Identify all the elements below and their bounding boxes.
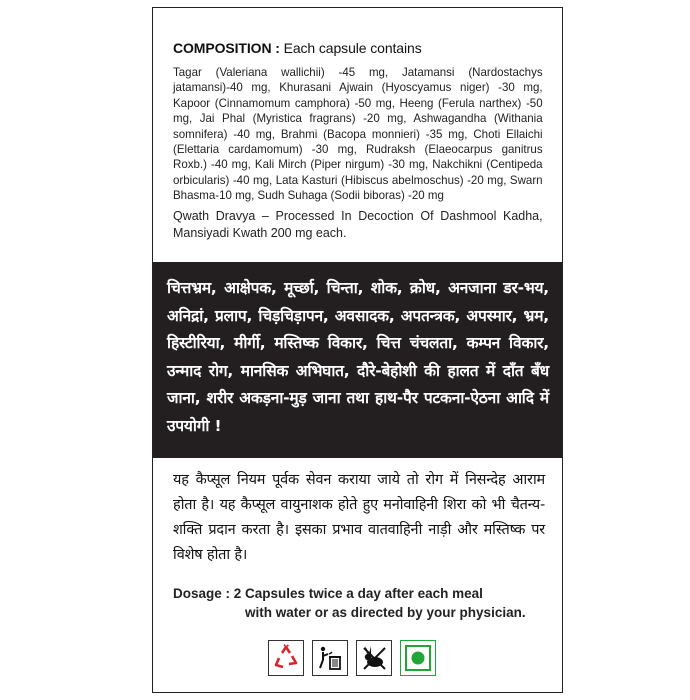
benefit-text: यह कैप्सूल नियम पूर्वक सेवन कराया जाये तो रोग में निसन्देह आराम होता है। यह कैप्सूल वायुनाशक होते हुए मनोवाहिनी शिरा को भी चैतन्य-शक्ति प्रदान करता है। इसका प्रभाव वातवाहिनी नाड़ी और मस्तिष्क पर विशेष होता है। — [173, 472, 545, 563]
indications-band — [153, 262, 562, 458]
dosage-line-2: with water or as directed by your physician. — [245, 604, 526, 620]
indications-text: चित्तभ्रम, आक्षेपक, मूर्च्छा, चिन्ता, शोक, क्रोध, अनजाना डर-भय, अनिद्रां, प्रलाप, चिड़चिड़ापन, अवसादक, अपतन्त्रक, अपस्मार, भ्रम, हिस्टीरिया, मीर्गी, मस्तिष्क विकार, चित्त चंचलता, कम्पन विकार, उन्माद रोग, मानसिक अभिघात, दौरे-बेहोशी की हालत में दाँत बँध जाना, शरीर अकड़ना-मुड़ जाना तथा हाथ-पैर पटकना-ऐठना आदि में उपयोगी ! — [167, 279, 549, 435]
dosage-line-1: Dosage : 2 Capsules twice a day after each meal — [173, 586, 483, 601]
dosage-instructions — [173, 585, 545, 622]
composition-subtitle: Each capsule contains — [279, 40, 422, 56]
dispose-in-bin-icon — [312, 640, 348, 676]
product-label-panel — [152, 7, 563, 693]
composition-title: COMPOSITION : — [173, 40, 280, 56]
symbol-icons-row — [268, 640, 436, 676]
composition-section — [173, 40, 543, 241]
vegetarian-mark-icon — [400, 640, 436, 676]
no-animal-testing-icon — [356, 640, 392, 676]
qwath-dravya-text: Qwath Dravya – Processed In Decoction Of Dashmool Kadha, Mansiyadi Kwath 200 mg each. — [173, 207, 543, 240]
ingredients-list: Tagar (Valeriana wallichii) -45 mg, Jatamansi (Nardostachys jatamansi)-40 mg, Khurasani Ajwain (Hyoscyamus niger) -30 mg, Kapoor (Cinnamomum camphora) -50 mg, Heeng (Ferula narthex) -50 mg, Jai Phal (Myristica fragrans) -20 mg, Ashwagandha (Withania somnifera) -40 mg, Brahmi (Bacopa monnieri) -35 mg, Choti Ellaichi (Elettaria cardamomum) -30 mg, Rudraksh (Elaeocarpus ganitrus Roxb.) -40 mg, Kali Mirch (Piper nirgum) -30 mg, Nakchikni (Centipeda orbicularis) -40 mg, Lata Kasturi (Hibiscus abelmoschus) -20 mg, Swarn Bhasma-10 mg, Sudh Suhaga (Sodii biboras) -20 mg — [173, 65, 543, 203]
recycle-icon — [268, 640, 304, 676]
composition-heading — [173, 40, 543, 57]
